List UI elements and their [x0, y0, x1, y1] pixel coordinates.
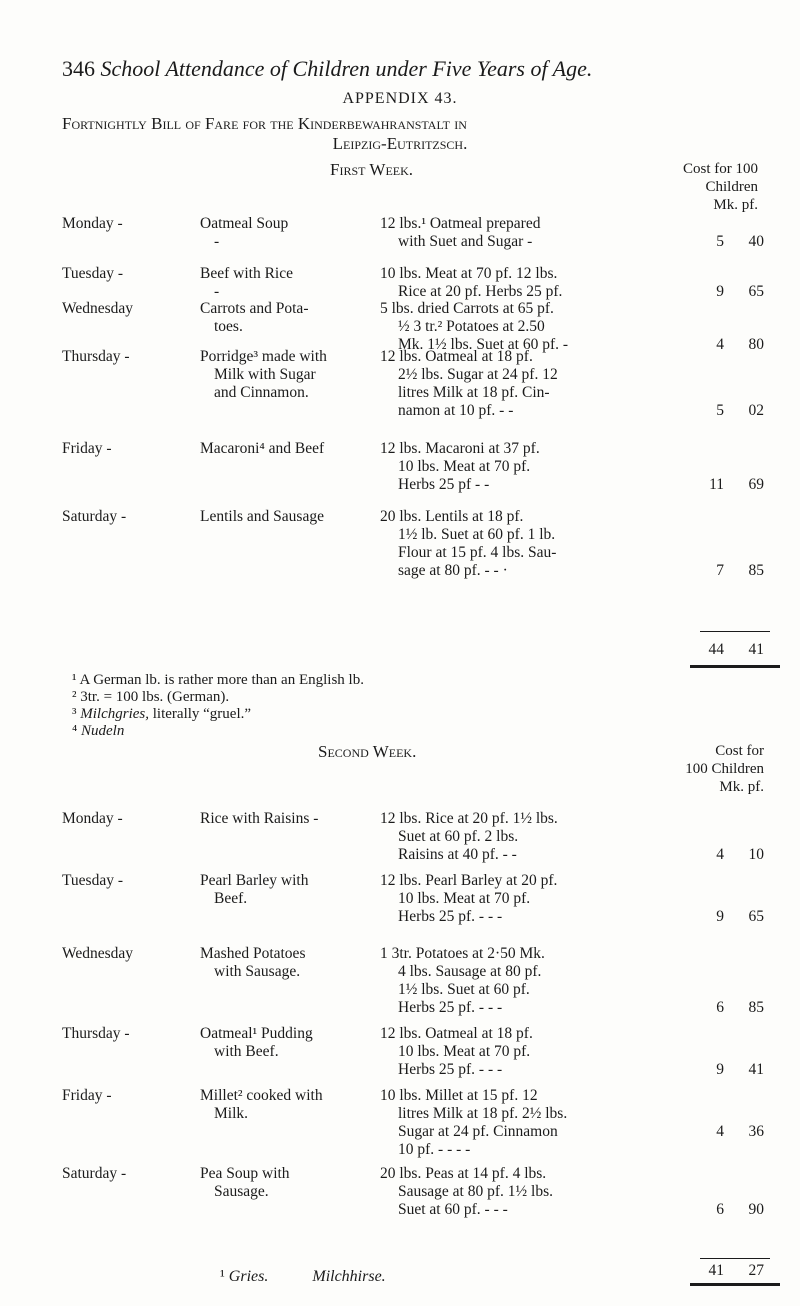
- dish-line: Macaroni⁴ and Beef: [200, 440, 325, 457]
- note-3: [72, 706, 251, 723]
- cost-mk: 11: [709, 476, 724, 493]
- week1-total-mk: 44: [708, 641, 724, 658]
- week2-cost-heading: [685, 742, 764, 796]
- week2-heading: Second Week.: [318, 742, 417, 761]
- detail-line: Flour at 15 pf. 4 lbs. Sau-: [398, 544, 557, 561]
- cost-pf: 69: [748, 476, 764, 493]
- ingredient-detail: [380, 945, 545, 1017]
- detail-line: Raisins at 40 pf. - -: [398, 846, 517, 863]
- cost-heading-line: 100 Children: [685, 761, 764, 777]
- week2-footnote: [220, 1268, 386, 1286]
- cost-heading-line: Cost for 100: [683, 161, 758, 177]
- cost-heading-line: Children: [705, 179, 758, 195]
- note-text: A German lb. is rather more than an English lb.: [79, 672, 364, 688]
- dish-name: [200, 945, 305, 981]
- detail-line: 12 lbs. Oatmeal at 18 pf.: [380, 1025, 533, 1042]
- note-mark: ³: [72, 706, 77, 722]
- dish-line: -: [214, 283, 220, 300]
- dish-line: Millet² cooked with: [200, 1087, 323, 1104]
- cost-pf: 10: [748, 846, 764, 863]
- week1-total-double-rule: [690, 665, 780, 668]
- dish-line: Pea Soup with: [200, 1165, 290, 1182]
- dish-name: [200, 810, 318, 828]
- detail-line: Rice at 20 pf. Herbs 25 pf.: [398, 283, 563, 300]
- dish-line: Porridge³ made with: [200, 348, 327, 365]
- day-label: Saturday -: [62, 508, 127, 525]
- week1-sum-rule: [700, 631, 770, 632]
- detail-line: 1½ lbs. Suet at 60 pf.: [398, 981, 530, 998]
- detail-line: 10 lbs. Meat at 70 pf.: [398, 890, 531, 907]
- day-label: Friday -: [62, 440, 112, 457]
- detail-line: 12 lbs. Rice at 20 pf. 1½ lbs.: [380, 810, 558, 827]
- day-label: Monday -: [62, 215, 123, 232]
- week2-total-mk: 41: [708, 1262, 724, 1279]
- detail-line: Herbs 25 pf. - - -: [398, 908, 503, 925]
- detail-line: Sugar at 24 pf. Cinnamon: [398, 1123, 558, 1140]
- detail-line: with Suet and Sugar -: [398, 233, 533, 250]
- cost-pf: 90: [748, 1201, 764, 1218]
- ingredient-detail: [380, 215, 540, 251]
- detail-line: litres Milk at 18 pf. Cin-: [398, 384, 550, 401]
- cost-pf: 80: [748, 336, 764, 353]
- dish-name: [200, 872, 308, 908]
- detail-line: 10 pf. - - - -: [398, 1141, 471, 1158]
- ingredient-detail: [380, 508, 556, 580]
- note-italic-text: Nudeln: [80, 723, 125, 739]
- dish-line: Beef.: [214, 890, 248, 907]
- cost-mk: 6: [716, 999, 724, 1016]
- dish-line: Pearl Barley with: [200, 872, 309, 889]
- dish-line: Oatmeal Soup: [200, 215, 289, 232]
- detail-line: sage at 80 pf. - - ·: [398, 562, 508, 579]
- week1-cost-heading: [683, 160, 758, 214]
- dish-name: [200, 348, 327, 402]
- detail-line: 4 lbs. Sausage at 80 pf.: [398, 963, 542, 980]
- ingredient-detail: [380, 440, 540, 494]
- cost-mk: 4: [716, 336, 724, 353]
- cost-mk: 6: [716, 1201, 724, 1218]
- dish-line: Milk.: [214, 1105, 249, 1122]
- day-label: Monday -: [62, 810, 123, 827]
- ingredient-detail: [380, 1025, 533, 1079]
- cost-pf: 36: [748, 1123, 764, 1140]
- detail-line: 10 lbs. Millet at 15 pf. 12: [380, 1087, 538, 1104]
- cost-pf: 65: [748, 283, 764, 300]
- dish-line: Carrots and Pota-: [200, 300, 309, 317]
- day-label: Wednesday: [62, 945, 134, 962]
- detail-line: namon at 10 pf. - -: [398, 402, 514, 419]
- cost-pf: 85: [748, 999, 764, 1016]
- note-4: [72, 723, 124, 740]
- detail-line: Suet at 60 pf. - - -: [398, 1201, 508, 1218]
- ingredient-detail: [380, 265, 562, 301]
- detail-line: Herbs 25 pf. - - -: [398, 1061, 503, 1078]
- ingredient-detail: [380, 1165, 553, 1219]
- dish-line: Rice with Raisins -: [200, 810, 319, 827]
- day-label: Friday -: [62, 1087, 112, 1104]
- bill-title-line1: Fortnightly Bill of Fare for the Kinderbewahranstalt in: [62, 114, 467, 133]
- cost-heading-line: Mk. pf.: [719, 779, 764, 795]
- detail-line: 1½ lb. Suet at 60 pf. 1 lb.: [398, 526, 556, 543]
- dish-line: Sausage.: [214, 1183, 269, 1200]
- dish-name: [200, 440, 324, 458]
- week1-heading: First Week.: [330, 160, 414, 179]
- ingredient-detail: [380, 348, 558, 420]
- appendix-label: APPENDIX 43.: [342, 90, 458, 107]
- ingredient-detail: [380, 1087, 567, 1159]
- footnote-milchhirse: Milchhirse.: [312, 1268, 386, 1285]
- running-title: School Attendance of Children under Five Years of Age.: [100, 56, 593, 81]
- day-label: Thursday -: [62, 348, 130, 365]
- cost-pf: 02: [748, 402, 764, 419]
- dish-line: Lentils and Sausage: [200, 508, 324, 525]
- ingredient-detail: [380, 810, 558, 864]
- cost-mk: 4: [716, 1123, 724, 1140]
- detail-line: 10 lbs. Meat at 70 pf.: [398, 1043, 531, 1060]
- cost-mk: 7: [716, 562, 724, 579]
- cost-pf: 40: [748, 233, 764, 250]
- cost-mk: 5: [716, 233, 724, 250]
- week2-total-double-rule: [690, 1283, 780, 1286]
- detail-line: 2½ lbs. Sugar at 24 pf. 12: [398, 366, 558, 383]
- detail-line: Suet at 60 pf. 2 lbs.: [398, 828, 519, 845]
- footnote-mark: ¹: [220, 1268, 225, 1285]
- dish-line: and Cinnamon.: [214, 384, 309, 401]
- cost-pf: 65: [748, 908, 764, 925]
- detail-line: Herbs 25 pf - -: [398, 476, 490, 493]
- week2-sum-rule: [700, 1258, 770, 1259]
- detail-line: ½ 3 tr.² Potatoes at 2.50: [398, 318, 545, 335]
- detail-line: 10 lbs. Meat at 70 pf. 12 lbs.: [380, 265, 558, 282]
- day-label: Saturday -: [62, 1165, 127, 1182]
- dish-name: [200, 1087, 323, 1123]
- dish-line: Mashed Potatoes: [200, 945, 306, 962]
- dish-name: [200, 1165, 290, 1201]
- detail-line: 1 3tr. Potatoes at 2·50 Mk.: [380, 945, 545, 962]
- detail-line: 12 lbs.¹ Oatmeal prepared: [380, 215, 541, 232]
- dish-line: -: [214, 233, 220, 250]
- cost-mk: 4: [716, 846, 724, 863]
- dish-line: with Sausage.: [214, 963, 301, 980]
- dish-name: [200, 215, 288, 251]
- dish-name: [200, 300, 308, 336]
- cost-heading-line: Mk. pf.: [713, 197, 758, 213]
- detail-line: 12 lbs. Oatmeal at 18 pf.: [380, 348, 533, 365]
- cost-mk: 5: [716, 402, 724, 419]
- note-text: 3tr. = 100 lbs. (German).: [80, 689, 230, 705]
- note-mark: ²: [72, 689, 77, 705]
- footnote-gries: Gries.: [228, 1268, 269, 1285]
- note-1: [72, 672, 364, 689]
- detail-line: 12 lbs. Macaroni at 37 pf.: [380, 440, 540, 457]
- detail-line: 20 lbs. Lentils at 18 pf.: [380, 508, 524, 525]
- dish-line: toes.: [214, 318, 243, 335]
- cost-pf: 41: [748, 1061, 764, 1078]
- detail-line: 10 lbs. Meat at 70 pf.: [398, 458, 531, 475]
- detail-line: Sausage at 80 pf. 1½ lbs.: [398, 1183, 553, 1200]
- note-italic-text: Milchgries,: [80, 706, 149, 722]
- dish-line: Oatmeal¹ Pudding: [200, 1025, 313, 1042]
- day-label: Tuesday -: [62, 872, 124, 889]
- cost-mk: 9: [716, 1061, 724, 1078]
- week1-total-pf: 41: [748, 641, 764, 658]
- detail-line: Herbs 25 pf. - - -: [398, 999, 503, 1016]
- dish-name: [200, 265, 293, 301]
- dish-name: [200, 508, 324, 526]
- day-label: Thursday -: [62, 1025, 130, 1042]
- ingredient-detail: [380, 300, 568, 354]
- note-2: [72, 689, 229, 706]
- running-header: [62, 56, 592, 82]
- detail-line: 12 lbs. Pearl Barley at 20 pf.: [380, 872, 558, 889]
- week2-total-pf: 27: [748, 1262, 764, 1279]
- note-mark: ¹: [72, 672, 77, 688]
- dish-line: Beef with Rice: [200, 265, 293, 282]
- cost-mk: 9: [716, 908, 724, 925]
- note-mark: ⁴: [72, 723, 78, 739]
- dish-line: with Beef.: [214, 1043, 279, 1060]
- page-number: 346: [62, 56, 95, 81]
- note-text: literally “gruel.”: [149, 706, 252, 722]
- bill-title-line2: Leipzig-Eutritzsch.: [332, 134, 468, 153]
- cost-pf: 85: [748, 562, 764, 579]
- cost-heading-line: Cost for: [715, 743, 764, 759]
- detail-line: 5 lbs. dried Carrots at 65 pf.: [380, 300, 554, 317]
- dish-name: [200, 1025, 313, 1061]
- day-label: Tuesday -: [62, 265, 124, 282]
- ingredient-detail: [380, 872, 557, 926]
- cost-mk: 9: [716, 283, 724, 300]
- day-label: Wednesday: [62, 300, 134, 317]
- detail-line: litres Milk at 18 pf. 2½ lbs.: [398, 1105, 568, 1122]
- detail-line: 20 lbs. Peas at 14 pf. 4 lbs.: [380, 1165, 547, 1182]
- detail-line: Mk. 1½ lbs. Suet at 60 pf. -: [398, 336, 569, 353]
- dish-line: Milk with Sugar: [214, 366, 316, 383]
